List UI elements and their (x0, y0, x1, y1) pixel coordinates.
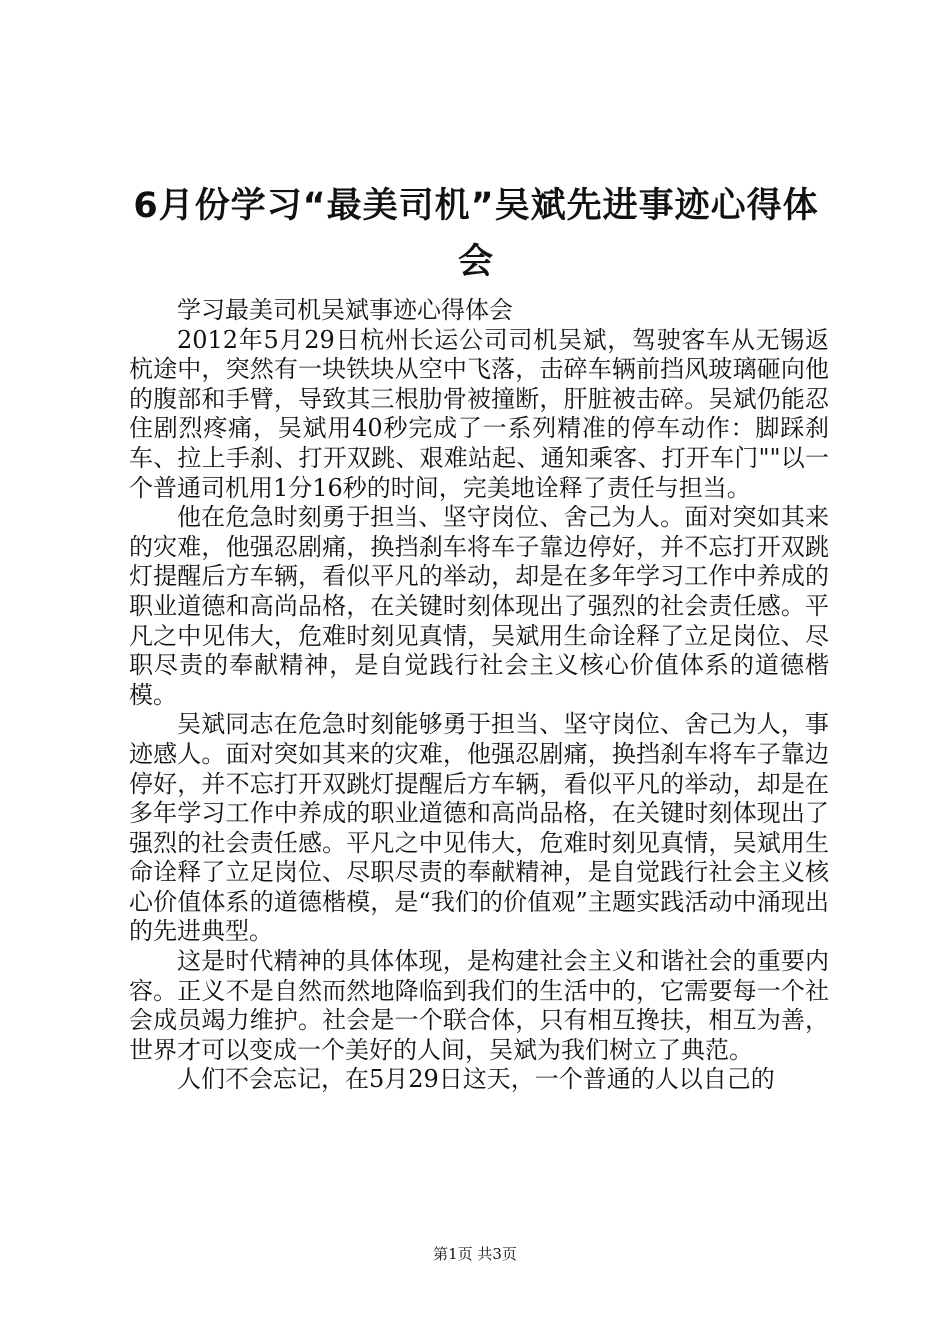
paragraph-3: 吴斌同志在危急时刻能够勇于担当、坚守岗位、舍己为人，事迹感人。面对突如其来的灾难，他强忍剧痛，换挡刹车将车子靠边停好，并不忘打开双跳灯提醒后方车辆，看似平凡的举动，却是在多年学习工作中养成的职业道德和高尚品格，在关键时刻体现出了强烈的社会责任感。平凡之中见伟大，危难时刻见真情，吴斌用生命诠释了立足岗位、尽职尽责的奉献精神，是自觉践行社会主义核心价值体系的道德楷模，是“我们的价值观”主题实践活动中涌现出的先进典型。 (129, 710, 829, 946)
paragraph-2: 他在危急时刻勇于担当、坚守岗位、舍己为人。面对突如其来的灾难，他强忍剧痛，换挡刹车将车子靠边停好，并不忘打开双跳灯提醒后方车辆，看似平凡的举动，却是在多年学习工作中养成的职业道德和高尚品格，在关键时刻体现出了强烈的社会责任感。平凡之中见伟大，危难时刻见真情，吴斌用生命诠释了立足岗位、尽职尽责的奉献精神，是自觉践行社会主义核心价值体系的道德楷模。 (129, 503, 829, 709)
paragraph-subtitle: 学习最美司机吴斌事迹心得体会 (177, 296, 513, 324)
page-footer: 第1页 共3页 (433, 1245, 517, 1263)
paragraph-1: 2012年5月29日杭州长运公司司机吴斌，驾驶客车从无锡返杭途中，突然有一块铁块从空中飞落，击碎车辆前挡风玻璃砸向他的腹部和手臂，导致其三根肋骨被撞断，肝脏被击碎。吴斌仍能忍住剧烈疼痛，吴斌用40秒完成了一系列精准的停车动作：脚踩刹车、拉上手刹、打开双跳、艰难站起、通知乘客、打开车门""以一个普通司机用1分16秒的时间，完美地诠释了责任与担当。 (129, 325, 829, 502)
document-body (129, 296, 829, 1095)
document-title: 6月份学习“最美司机”吴斌先进事迹心得体会 (133, 186, 819, 282)
paragraph-5: 人们不会忘记，在5月29日这天，一个普通的人以自己的 (177, 1065, 775, 1094)
paragraph-4: 这是时代精神的具体体现，是构建社会主义和谐社会的重要内容。正义不是自然而然地降临到我们的生活中的，它需要每一个社会成员竭力维护。社会是一个联合体，只有相互搀扶，相互为善，世界才可以变成一个美好的人间，吴斌为我们树立了典范。 (129, 947, 829, 1064)
